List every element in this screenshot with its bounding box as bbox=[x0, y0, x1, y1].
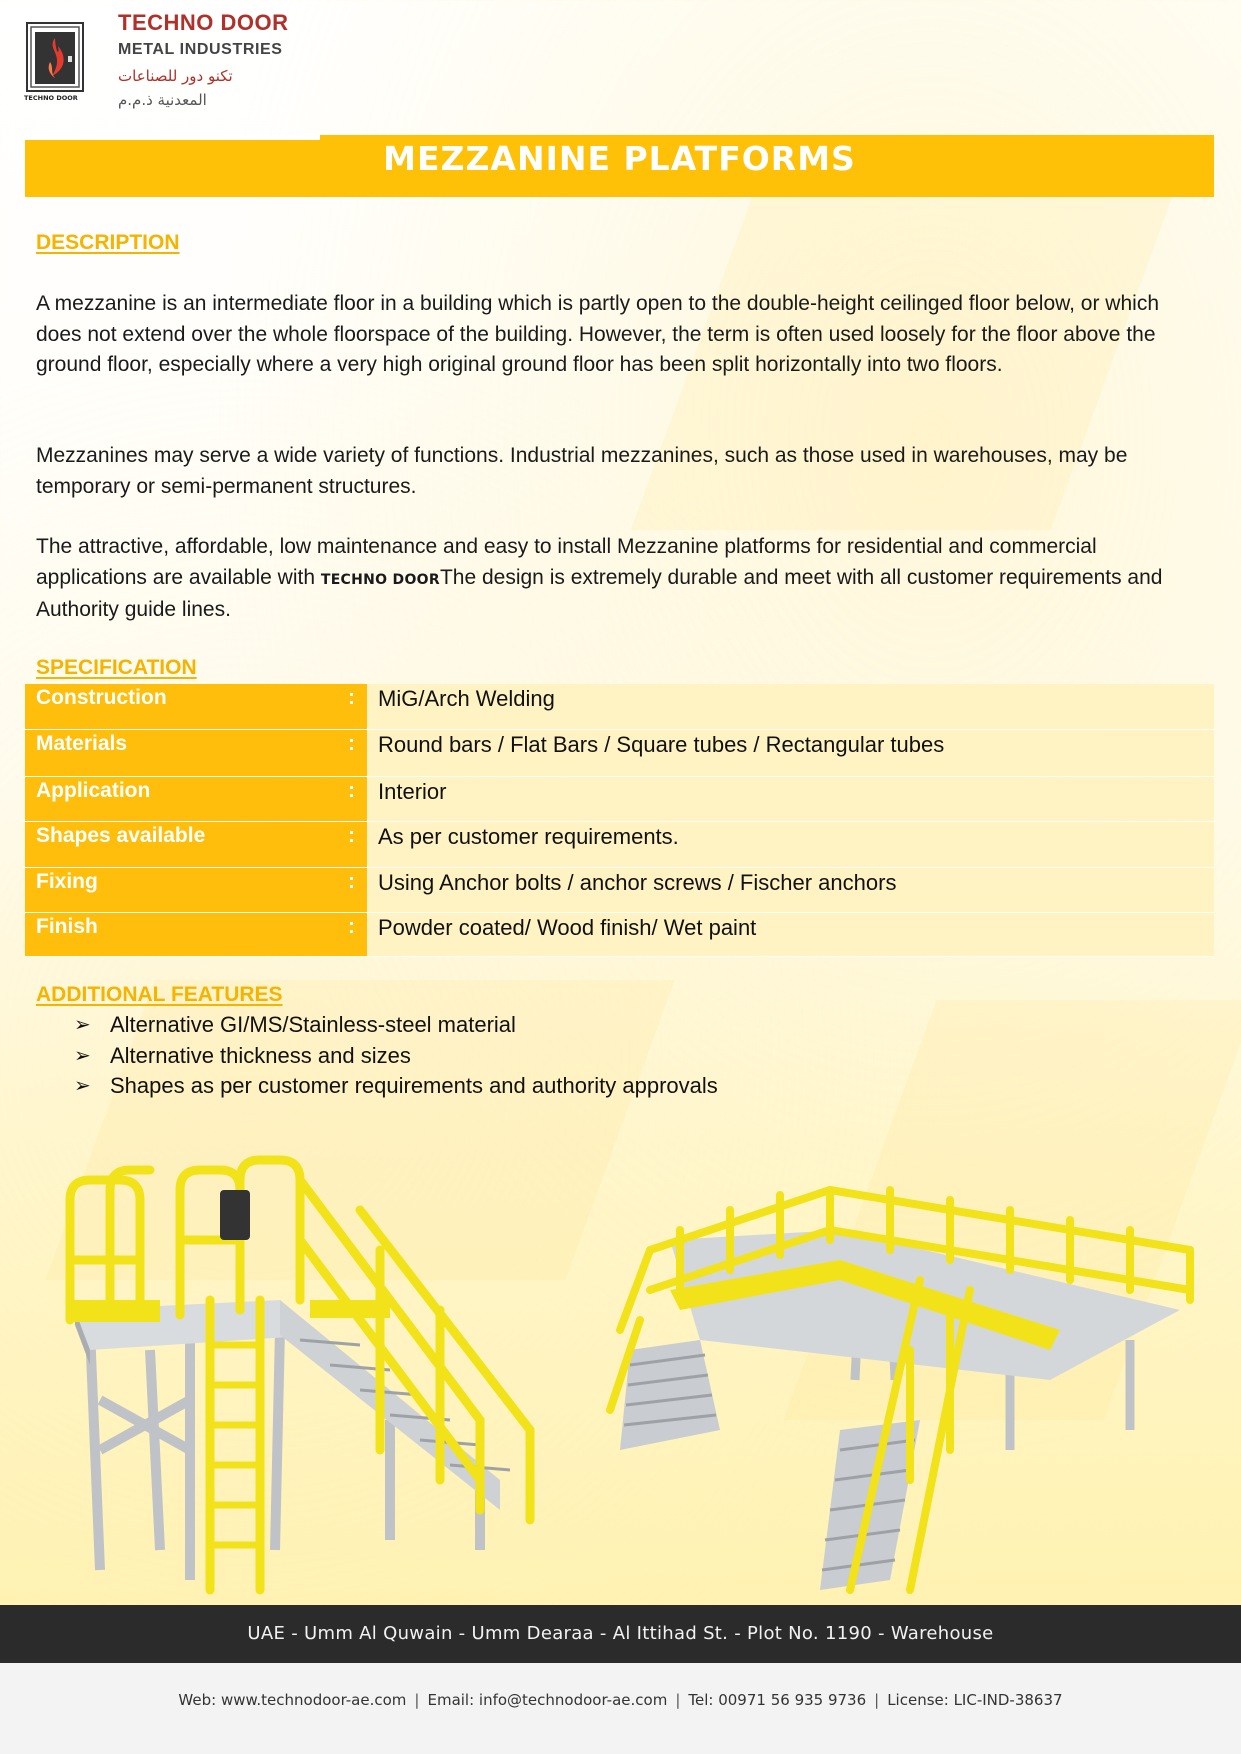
page-title: MEZZANINE PLATFORMS bbox=[383, 139, 856, 178]
feature-item bbox=[74, 1041, 718, 1072]
feature-item bbox=[74, 1010, 718, 1041]
spec-colon: : bbox=[348, 779, 355, 802]
spec-label bbox=[25, 777, 367, 821]
footer-email: Email: info@technodoor-ae.com bbox=[427, 1691, 668, 1709]
spec-row bbox=[25, 913, 1214, 957]
spec-colon: : bbox=[348, 824, 355, 847]
footer-tel: Tel: 00971 56 935 9736 bbox=[688, 1691, 867, 1709]
spec-value: Using Anchor bolts / anchor screws / Fischer anchors bbox=[367, 868, 1214, 912]
arrow-bullet-icon: ➢ bbox=[74, 1044, 91, 1067]
specification-heading: SPECIFICATION bbox=[36, 656, 197, 679]
footer-contact bbox=[0, 1663, 1241, 1737]
spec-label bbox=[25, 913, 367, 956]
paragraph-3-start: The attractive, affordable, low maintenance and easy to install Mezzanine platforms for residential and commercial applications are available with bbox=[36, 535, 1097, 589]
spec-label bbox=[25, 684, 367, 729]
spec-value: As per customer requirements. bbox=[367, 822, 1214, 867]
spec-label-text: Application bbox=[36, 779, 151, 802]
feature-item bbox=[74, 1071, 718, 1102]
logo-caption: TECHNO DOOR bbox=[24, 94, 78, 102]
description-paragraph-1: A mezzanine is an intermediate floor in a building which is partly open to the double-height ceilinged floor below, or which does not extend over the whole floorspace of the building. However, the term is often used loosely for the floor above the ground floor, especially where a very high original ground floor has been split horizontally into two floors. bbox=[36, 292, 1159, 376]
footer-license: License: LIC-IND-38637 bbox=[887, 1691, 1063, 1709]
specification-table bbox=[25, 684, 1214, 957]
footer-separator: | bbox=[414, 1691, 420, 1709]
company-subtitle: METAL INDUSTRIES bbox=[118, 41, 283, 58]
company-subtitle-arabic: المعدنية ذ.م.م bbox=[118, 91, 207, 109]
footer-separator: | bbox=[675, 1691, 681, 1709]
platform-image-left bbox=[60, 1150, 570, 1600]
banner-notch bbox=[25, 135, 320, 140]
description-paragraph-3 bbox=[36, 532, 1206, 626]
description-heading: DESCRIPTION bbox=[36, 231, 180, 254]
spec-label-text: Fixing bbox=[36, 870, 98, 893]
company-name-arabic: تكنو دور للصناعات bbox=[118, 67, 233, 85]
spec-colon: : bbox=[348, 870, 355, 893]
inline-brand-name: TECHNO DOOR bbox=[320, 571, 440, 588]
arrow-bullet-icon: ➢ bbox=[74, 1014, 91, 1036]
feature-text: Alternative GI/MS/Stainless-steel material bbox=[110, 1012, 516, 1037]
description-paragraph-2: Mezzanines may serve a wide variety of functions. Industrial mezzanines, such as those used in warehouses, may be temporary or semi-permanent structures. bbox=[36, 444, 1128, 498]
spec-row bbox=[25, 684, 1214, 730]
feature-text: Shapes as per customer requirements and authority approvals bbox=[110, 1073, 718, 1098]
spec-row bbox=[25, 777, 1214, 822]
spec-colon: : bbox=[348, 915, 355, 938]
spec-label-text: Construction bbox=[36, 686, 167, 709]
spec-value: Interior bbox=[367, 777, 1214, 821]
spec-label-text: Shapes available bbox=[36, 824, 206, 847]
spec-row bbox=[25, 822, 1214, 868]
features-list bbox=[74, 1010, 718, 1102]
spec-colon: : bbox=[348, 686, 355, 709]
logo-icon bbox=[26, 22, 84, 102]
platform-image-right bbox=[590, 1150, 1210, 1600]
spec-colon: : bbox=[348, 732, 355, 755]
footer-separator: | bbox=[874, 1691, 880, 1709]
spec-row bbox=[25, 868, 1214, 913]
spec-value: Round bars / Flat Bars / Square tubes / Rectangular tubes bbox=[367, 730, 1214, 776]
footer-address: UAE - Umm Al Quwain - Umm Dearaa - Al Ittihad St. - Plot No. 1190 - Warehouse bbox=[247, 1623, 994, 1644]
paragraph-3-end: The design is extremely durable and meet with all customer requirements and Authority guide lines. bbox=[36, 565, 1163, 621]
footer-contact-bar bbox=[0, 1663, 1241, 1754]
arrow-bullet-icon: ➢ bbox=[74, 1075, 91, 1097]
spec-label bbox=[25, 868, 367, 912]
spec-row bbox=[25, 730, 1214, 777]
title-banner bbox=[25, 135, 1214, 197]
spec-label-text: Finish bbox=[36, 915, 98, 938]
spec-value: MiG/Arch Welding bbox=[367, 684, 1214, 729]
spec-label bbox=[25, 730, 367, 776]
feature-text: Alternative thickness and sizes bbox=[110, 1042, 411, 1068]
footer-web: Web: www.technodoor-ae.com bbox=[178, 1691, 407, 1709]
company-name: TECHNO DOOR bbox=[118, 10, 289, 35]
additional-features-heading: ADDITIONAL FEATURES bbox=[36, 983, 283, 1006]
spec-label bbox=[25, 822, 367, 867]
spec-value: Powder coated/ Wood finish/ Wet paint bbox=[367, 913, 1214, 956]
footer-address-bar bbox=[0, 1605, 1241, 1663]
spec-label-text: Materials bbox=[36, 732, 128, 755]
